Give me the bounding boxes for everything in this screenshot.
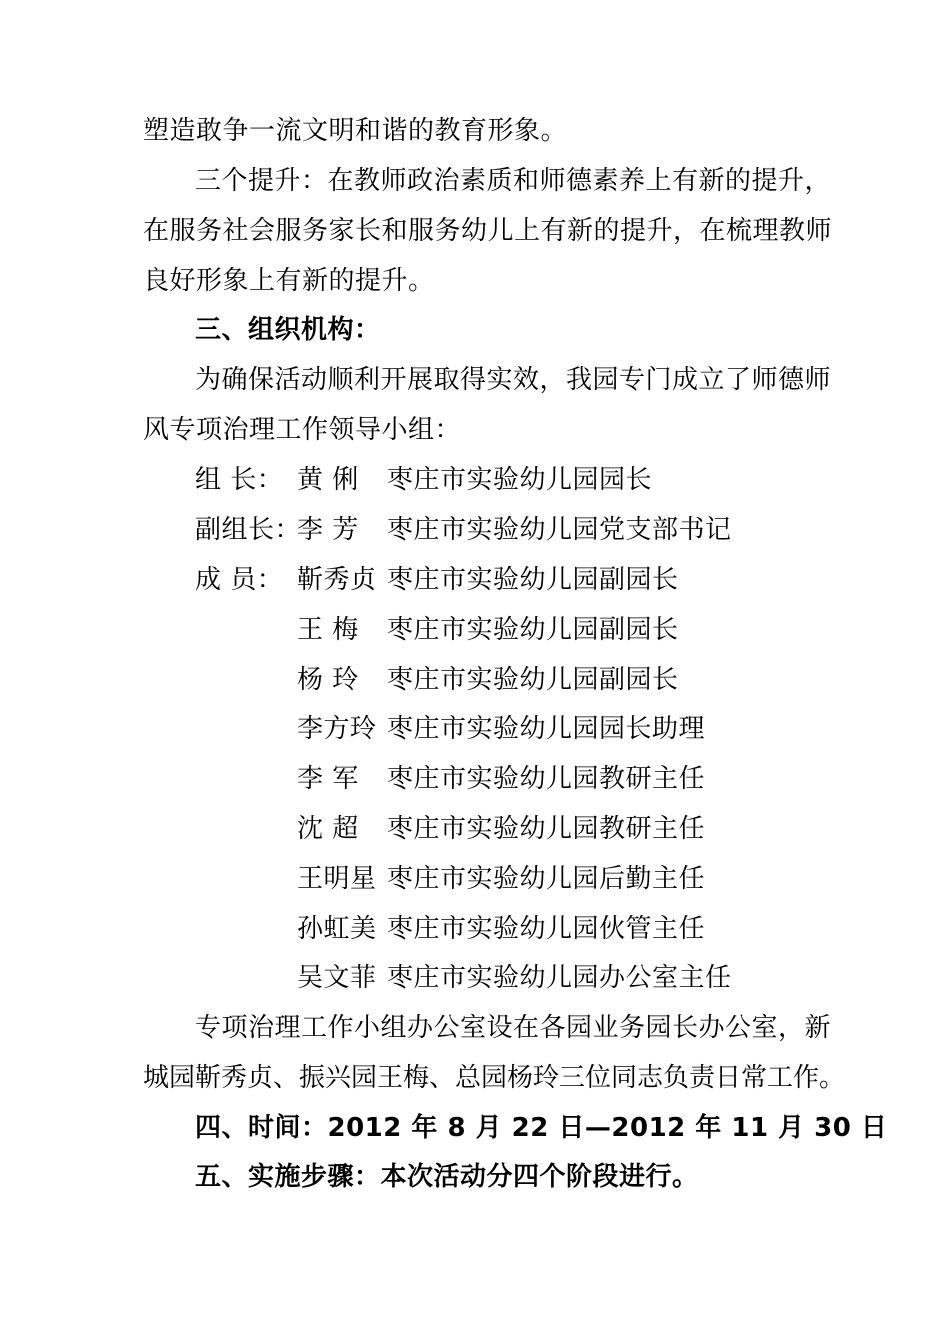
member-row [0, 613, 950, 647]
paragraph-line: 三个提升：在教师政治素质和师德素养上有新的提升， [195, 166, 832, 196]
paragraph-line: 城园靳秀贞、振兴园王梅、总园杨玲三位同志负责日常工作。 [143, 1063, 846, 1093]
paragraph-line: 专项治理工作小组办公室设在各园业务园长办公室，新 [195, 1013, 832, 1043]
member-name: 黄 俐 [297, 465, 359, 495]
member-name: 王 梅 [297, 615, 359, 645]
paragraph-line: 良好形象上有新的提升。 [143, 266, 435, 296]
member-name: 沈 超 [297, 814, 359, 844]
member-title: 枣庄市实验幼儿园副园长 [387, 665, 679, 695]
member-row [0, 912, 950, 946]
paragraph-line: 为确保活动顺利开展取得实效，我园专门成立了师德师 [195, 365, 832, 395]
member-name: 孙虹美 [297, 914, 377, 944]
paragraph-line: 在服务社会服务家长和服务幼儿上有新的提升，在梳理教师 [143, 216, 833, 246]
member-row [0, 712, 950, 746]
member-name: 李 芳 [297, 515, 359, 545]
member-name: 王明星 [297, 864, 377, 894]
member-title: 枣庄市实验幼儿园副园长 [387, 565, 679, 595]
member-name: 李方玲 [297, 714, 377, 744]
member-name: 吴文菲 [297, 963, 377, 993]
member-name: 李 军 [297, 764, 359, 794]
member-title: 枣庄市实验幼儿园后勤主任 [387, 864, 706, 894]
group-leader-row [195, 463, 795, 497]
paragraph-line: 风专项治理工作领导小组： [143, 415, 462, 445]
member-title: 枣庄市实验幼儿园教研主任 [387, 764, 706, 794]
member-name: 靳秀贞 [297, 565, 377, 595]
member-row [0, 762, 950, 796]
member-title: 枣庄市实验幼儿园教研主任 [387, 814, 706, 844]
member-row [0, 812, 950, 846]
role-label: 副组长： [195, 515, 302, 545]
member-title: 枣庄市实验幼儿园党支部书记 [387, 515, 732, 545]
member-title: 枣庄市实验幼儿园园长 [387, 465, 653, 495]
member-row [0, 961, 950, 995]
member-title: 枣庄市实验幼儿园伙管主任 [387, 914, 706, 944]
member-row [0, 862, 950, 896]
member-title: 枣庄市实验幼儿园园长助理 [387, 714, 706, 744]
member-row [0, 563, 950, 597]
member-title: 枣庄市实验幼儿园副园长 [387, 615, 679, 645]
role-label: 组 长： [195, 465, 284, 495]
section-heading: 三、组织机构： [195, 315, 381, 345]
section-heading: 五、实施步骤：本次活动分四个阶段进行。 [195, 1162, 699, 1192]
group-deputy-row [195, 513, 795, 547]
member-title: 枣庄市实验幼儿园办公室主任 [387, 963, 732, 993]
role-label: 成 员： [195, 565, 284, 595]
member-name: 杨 玲 [297, 665, 359, 695]
paragraph-line: 塑造敢争一流文明和谐的教育形象。 [143, 116, 568, 146]
section-heading: 四、时间：2012 年 8 月 22 日—2012 年 11 月 30 日 [195, 1113, 888, 1143]
member-row [0, 663, 950, 697]
